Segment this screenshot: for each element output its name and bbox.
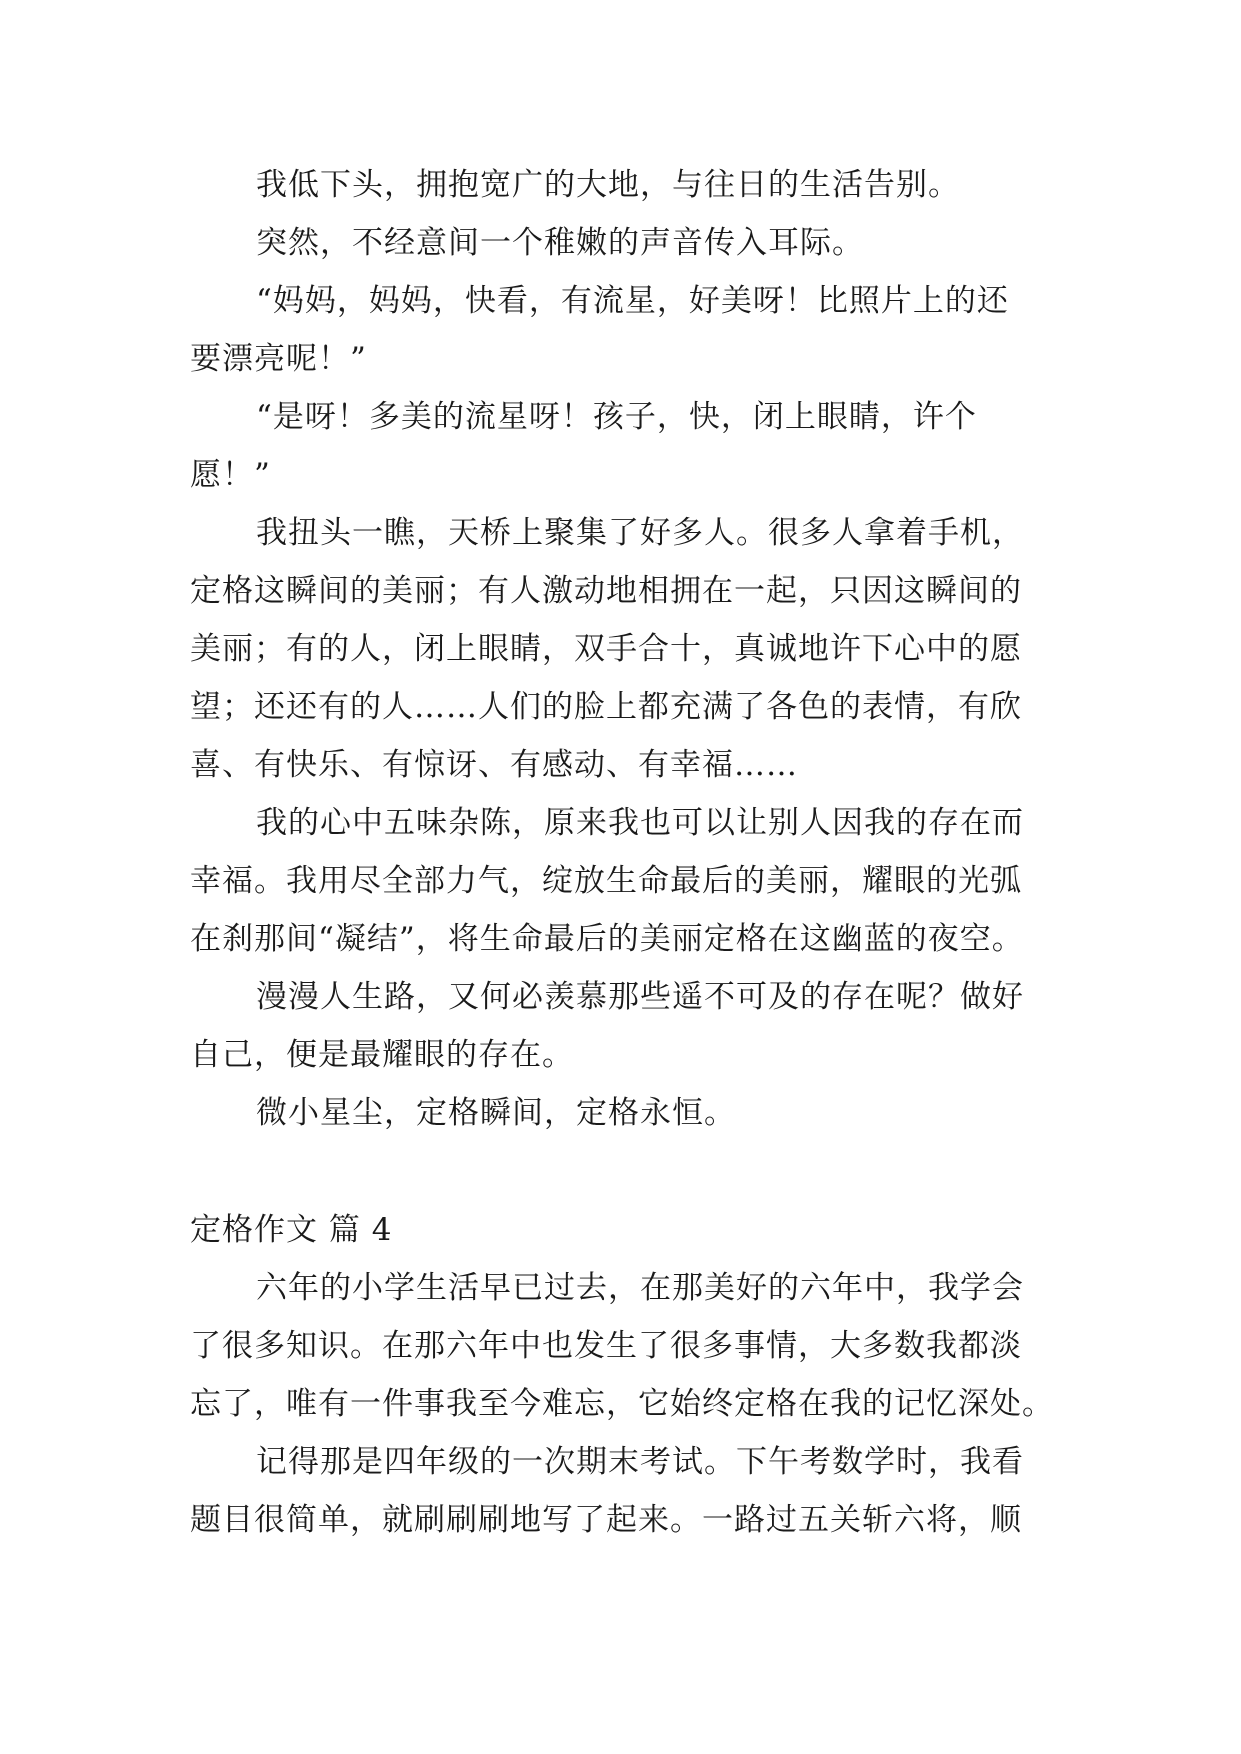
section-heading: 定格作文 篇 4 <box>190 1212 393 1248</box>
paragraph-line: 望；还还有的人……人们的脸上都充满了各色的表情，有欣 <box>190 689 1022 725</box>
paragraph-line: 定格这瞬间的美丽；有人激动地相拥在一起，只因这瞬间的 <box>190 573 1022 609</box>
paragraph-line: “是呀！多美的流星呀！孩子，快，闭上眼睛，许个 <box>256 399 977 435</box>
paragraph-line: “妈妈，妈妈，快看，有流星，好美呀！比照片上的还 <box>256 283 1009 319</box>
paragraph-line: 美丽；有的人，闭上眼睛，双手合十，真诚地许下心中的愿 <box>190 631 1022 667</box>
paragraph-line: 要漂亮呢！” <box>190 341 367 377</box>
paragraph-line: 我低下头，拥抱宽广的大地，与往日的生活告别。 <box>256 167 960 203</box>
paragraph-line: 幸福。我用尽全部力气，绽放生命最后的美丽，耀眼的光弧 <box>190 863 1022 899</box>
paragraph-line: 在刹那间“凝结”，将生命最后的美丽定格在这幽蓝的夜空。 <box>190 921 1024 957</box>
paragraph-line: 六年的小学生活早已过去，在那美好的六年中，我学会 <box>256 1270 1024 1306</box>
paragraph-line: 题目很简单，就刷刷刷地写了起来。一路过五关斩六将，顺 <box>190 1502 1022 1538</box>
paragraph-line: 微小星尘，定格瞬间，定格永恒。 <box>256 1095 736 1131</box>
paragraph-line: 了很多知识。在那六年中也发生了很多事情，大多数我都淡 <box>190 1328 1022 1364</box>
paragraph-line: 突然，不经意间一个稚嫩的声音传入耳际。 <box>256 225 864 261</box>
paragraph-line: 我的心中五味杂陈，原来我也可以让别人因我的存在而 <box>256 805 1024 841</box>
paragraph-line: 忘了，唯有一件事我至今难忘，它始终定格在我的记忆深处。 <box>190 1386 1054 1422</box>
paragraph-line: 喜、有快乐、有惊讶、有感动、有幸福…… <box>190 747 798 783</box>
paragraph-line: 漫漫人生路，又何必羡慕那些遥不可及的存在呢？做好 <box>256 979 1024 1015</box>
paragraph-line: 自己，便是最耀眼的存在。 <box>190 1037 574 1073</box>
paragraph-line: 我扭头一瞧，天桥上聚集了好多人。很多人拿着手机， <box>256 515 1024 551</box>
paragraph-line: 愿！” <box>190 457 271 493</box>
paragraph-line: 记得那是四年级的一次期末考试。下午考数学时，我看 <box>256 1444 1024 1480</box>
